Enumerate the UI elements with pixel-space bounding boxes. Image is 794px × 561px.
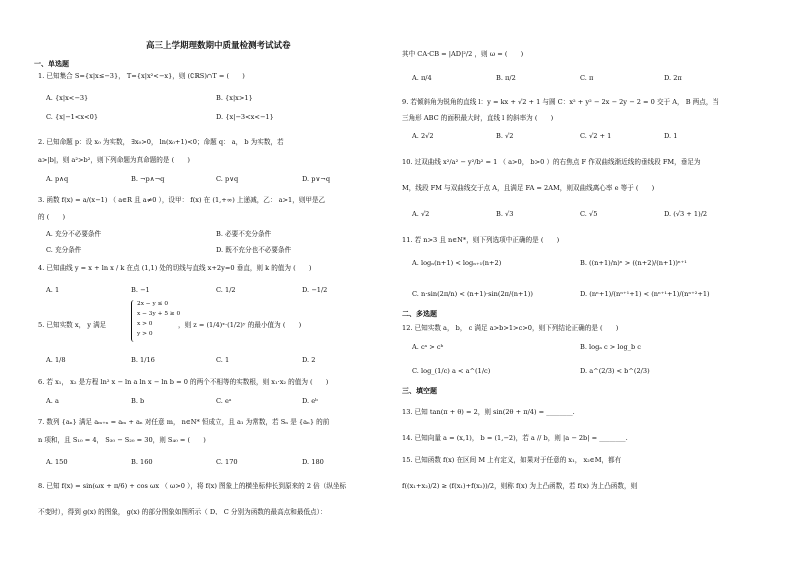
- q10-stem-line2: M，线段 FM 与双曲线交于点 A，且满足 FA = 2AM，则双曲线离心率 e 等于 ( ): [402, 184, 655, 192]
- q9-option-b[interactable]: B. √2: [496, 132, 514, 140]
- q5-option-a[interactable]: A. 1/8: [46, 356, 66, 364]
- q14-stem: 14. 已知向量 a = (x,1)， b = (1,−2)，若 a // b，则 |a − 2b| = ________.: [402, 434, 628, 442]
- q5-system-brace: [131, 300, 135, 342]
- q11-option-d[interactable]: D. (nⁿ+1)/(nⁿ⁺¹+1) < (nⁿ⁺¹+1)/(nⁿ⁺²+1): [580, 290, 710, 298]
- paper-title: 高三上学期理数期中质量检测考试试卷: [146, 41, 291, 51]
- q5-system-line4: y > 0: [137, 331, 153, 337]
- section-heading-single: 一、单选题: [34, 59, 69, 68]
- q2-option-b[interactable]: B. ¬p∧¬q: [131, 175, 165, 183]
- q4-stem: 4. 已知曲线 y = x + ln x / k 在点 (1,1) 处的切线与直线 x+2y=0 垂直，则 k 的值为 ( ): [38, 264, 312, 272]
- q9-option-c[interactable]: C. √2 + 1: [580, 132, 612, 140]
- q2-option-d[interactable]: D. p∨¬q: [302, 175, 331, 183]
- q7-stem-line1: 7. 数列 {aₙ} 满足 aₘ₊ₙ = aₘ + aₙ 对任意 m， n∈N* 恒成立，且 a₁ 为常数，若 Sₙ 是 {aₙ} 的前: [38, 418, 330, 426]
- q5-system-line3: x > 0: [137, 321, 153, 327]
- q12-option-c[interactable]: C. log_(1/c) a < a^(1/c): [412, 367, 491, 375]
- q5-option-c[interactable]: C. 1: [216, 356, 230, 364]
- q9-stem-line2: 三角形 ABC 的面积最大时，直线 l 的斜率为 ( ): [402, 114, 554, 122]
- q9-option-d[interactable]: D. 1: [664, 132, 678, 140]
- q8-option-d[interactable]: D. 2π: [664, 74, 682, 82]
- q6-option-c[interactable]: C. eᵃ: [216, 397, 232, 405]
- q7-option-b[interactable]: B. 160: [131, 458, 153, 466]
- q9-option-a[interactable]: A. 2√2: [412, 132, 434, 140]
- q5-option-b[interactable]: B. 1/16: [131, 356, 155, 364]
- q11-option-b[interactable]: B. ((n+1)/n)ⁿ > ((n+2)/(n+1))ⁿ⁺¹: [580, 259, 687, 267]
- q6-option-b[interactable]: B. b: [131, 397, 145, 405]
- q13-stem: 13. 已知 tan(π + θ) = 2，则 sin(2θ + π/4) = ________.: [402, 408, 575, 416]
- q5-stem-b: ，则 z = (1/4)ˣ·(1/2)ʸ 的最小值为 ( ): [178, 321, 302, 329]
- q8-option-c[interactable]: C. π: [580, 74, 594, 82]
- q5-system-line2: x − 3y + 5 ≥ 0: [137, 311, 181, 317]
- q2-option-a[interactable]: A. p∧q: [46, 175, 69, 183]
- q1-option-d[interactable]: D. {x|−3<x<−1}: [216, 113, 274, 121]
- q1-stem: 1. 已知集合 S={x|x≤−3}， T={x|x²<−x}，则 (∁ℝS)∩T = ( ): [38, 72, 245, 80]
- q8-option-a[interactable]: A. π/4: [412, 74, 432, 82]
- q1-option-b[interactable]: B. {x|x>1}: [216, 94, 253, 102]
- q5-stem-a: 5. 已知实数 x， y 满足: [38, 321, 107, 329]
- q6-stem: 6. 若 x₁， x₂ 是方程 ln² x − ln a ln x − ln b = 0 的两个不相等的实数根，则 x₁·x₂ 的值为 ( ): [38, 378, 329, 386]
- q8-stem-line3: 其中 CA·CB = |AD|²/2 ，则 ω = ( ): [402, 50, 524, 58]
- q4-option-c[interactable]: C. 1/2: [216, 286, 236, 294]
- q2-stem-line1: 2. 已知命题 p：设 x₀ 为实数， ∃x₀>0， ln(x₀+1)<0；命题 q： a， b 为实数，若: [38, 138, 284, 146]
- q8-stem-line2: 不变时），得到 g(x) 的图象， g(x) 的部分图象如图所示（ D、 C 分别为函数的最高点和最低点）：: [38, 508, 327, 516]
- q1-option-c[interactable]: C. {x|−1<x<0}: [46, 113, 99, 121]
- q1-option-a[interactable]: A. {x|x<−3}: [46, 94, 89, 102]
- q5-system-line1: 2x − y ≤ 0: [137, 301, 169, 307]
- q7-option-c[interactable]: C. 170: [216, 458, 238, 466]
- q12-stem: 12. 已知实数 a， b， c 满足 a>b>1>c>0，则下列结论正确的是 ( ): [402, 324, 619, 332]
- q11-option-c[interactable]: C. n·sin(2π/n) < (n+1)·sin(2π/(n+1)): [412, 290, 533, 298]
- q8-option-b[interactable]: B. π/2: [496, 74, 516, 82]
- q10-option-a[interactable]: A. √2: [412, 210, 430, 218]
- q7-option-d[interactable]: D. 180: [302, 458, 324, 466]
- q3-stem-line2: 的 ( ): [38, 213, 66, 221]
- section-heading-fill: 三、填空题: [402, 386, 437, 395]
- q12-option-a[interactable]: A. cᵃ > cᵇ: [412, 343, 444, 351]
- q11-option-a[interactable]: A. logₙ(n+1) < logₙ₊₁(n+2): [412, 259, 502, 267]
- q6-option-a[interactable]: A. a: [46, 397, 59, 405]
- q9-stem-line1: 9. 若倾斜角为锐角的直线 l：y = kx + √2 + 1 与圆 C：x² + y² − 2x − 2y − 2 = 0 交于 A， B 两点，当: [402, 98, 720, 106]
- q3-option-c[interactable]: C. 充分条件: [46, 246, 82, 254]
- q2-option-c[interactable]: C. p∨q: [216, 175, 239, 183]
- q2-stem-line2: a>|b|，则 a²>b²，则下列命题为真命题的是 ( ): [38, 156, 190, 164]
- q10-stem-line1: 10. 过双曲线 x²/a² − y²/b² = 1 （ a>0， b>0 ）的右焦点 F 作双曲线渐近线的垂线段 FM，垂足为: [402, 158, 701, 166]
- q7-stem-line2: n 项和，且 S₁₀ = 4， S₃₀ − S₂₀ = 30，则 S₄₀ = ( ): [38, 436, 206, 444]
- q12-option-d[interactable]: D. a^(2/3) < b^(2/3): [580, 367, 650, 375]
- q6-option-d[interactable]: D. eᵇ: [302, 397, 318, 405]
- section-heading-multi: 二、多选题: [402, 309, 437, 318]
- q8-stem-line1: 8. 已知 f(x) = sin(ωx + π/6) + cos ωx （ ω>0 ），将 f(x) 图象上的横坐标伸长到原来的 2 倍（纵坐标: [38, 482, 347, 490]
- q5-option-d[interactable]: D. 2: [302, 356, 316, 364]
- q4-option-a[interactable]: A. 1: [46, 286, 60, 294]
- q10-option-b[interactable]: B. √3: [496, 210, 514, 218]
- q4-option-b[interactable]: B. −1: [131, 286, 150, 294]
- q3-option-a[interactable]: A. 充分不必要条件: [46, 230, 102, 238]
- q15-stem-line2: f((x₁+x₂)/2) ≥ (f(x₁)+f(x₂))/2，则称 f(x) 为上凸函数，若 f(x) 为上凸函数，则: [402, 482, 638, 490]
- q3-option-b[interactable]: B. 必要不充分条件: [216, 230, 272, 238]
- q3-stem-line1: 3. 函数 f(x) = a/(x−1) （ a∈R 且 a≠0 ），设甲： f(x) 在 (1,+∞) 上递减，乙： a>1，则甲是乙: [38, 196, 326, 204]
- q7-option-a[interactable]: A. 150: [46, 458, 68, 466]
- q3-option-d[interactable]: D. 既不充分也不必要条件: [216, 246, 292, 254]
- q10-option-d[interactable]: D. (√3 + 1)/2: [664, 210, 708, 218]
- q15-stem-line1: 15. 已知函数 f(x) 在区间 M 上有定义，如果对于任意的 x₁， x₂∈M，都有: [402, 456, 622, 464]
- q4-option-d[interactable]: D. −1/2: [302, 286, 328, 294]
- q10-option-c[interactable]: C. √5: [580, 210, 598, 218]
- q11-stem: 11. 若 n>3 且 n∈N*，则下列选项中正确的是 ( ): [402, 236, 560, 244]
- q12-option-b[interactable]: B. logₐ c > log_b c: [580, 343, 641, 351]
